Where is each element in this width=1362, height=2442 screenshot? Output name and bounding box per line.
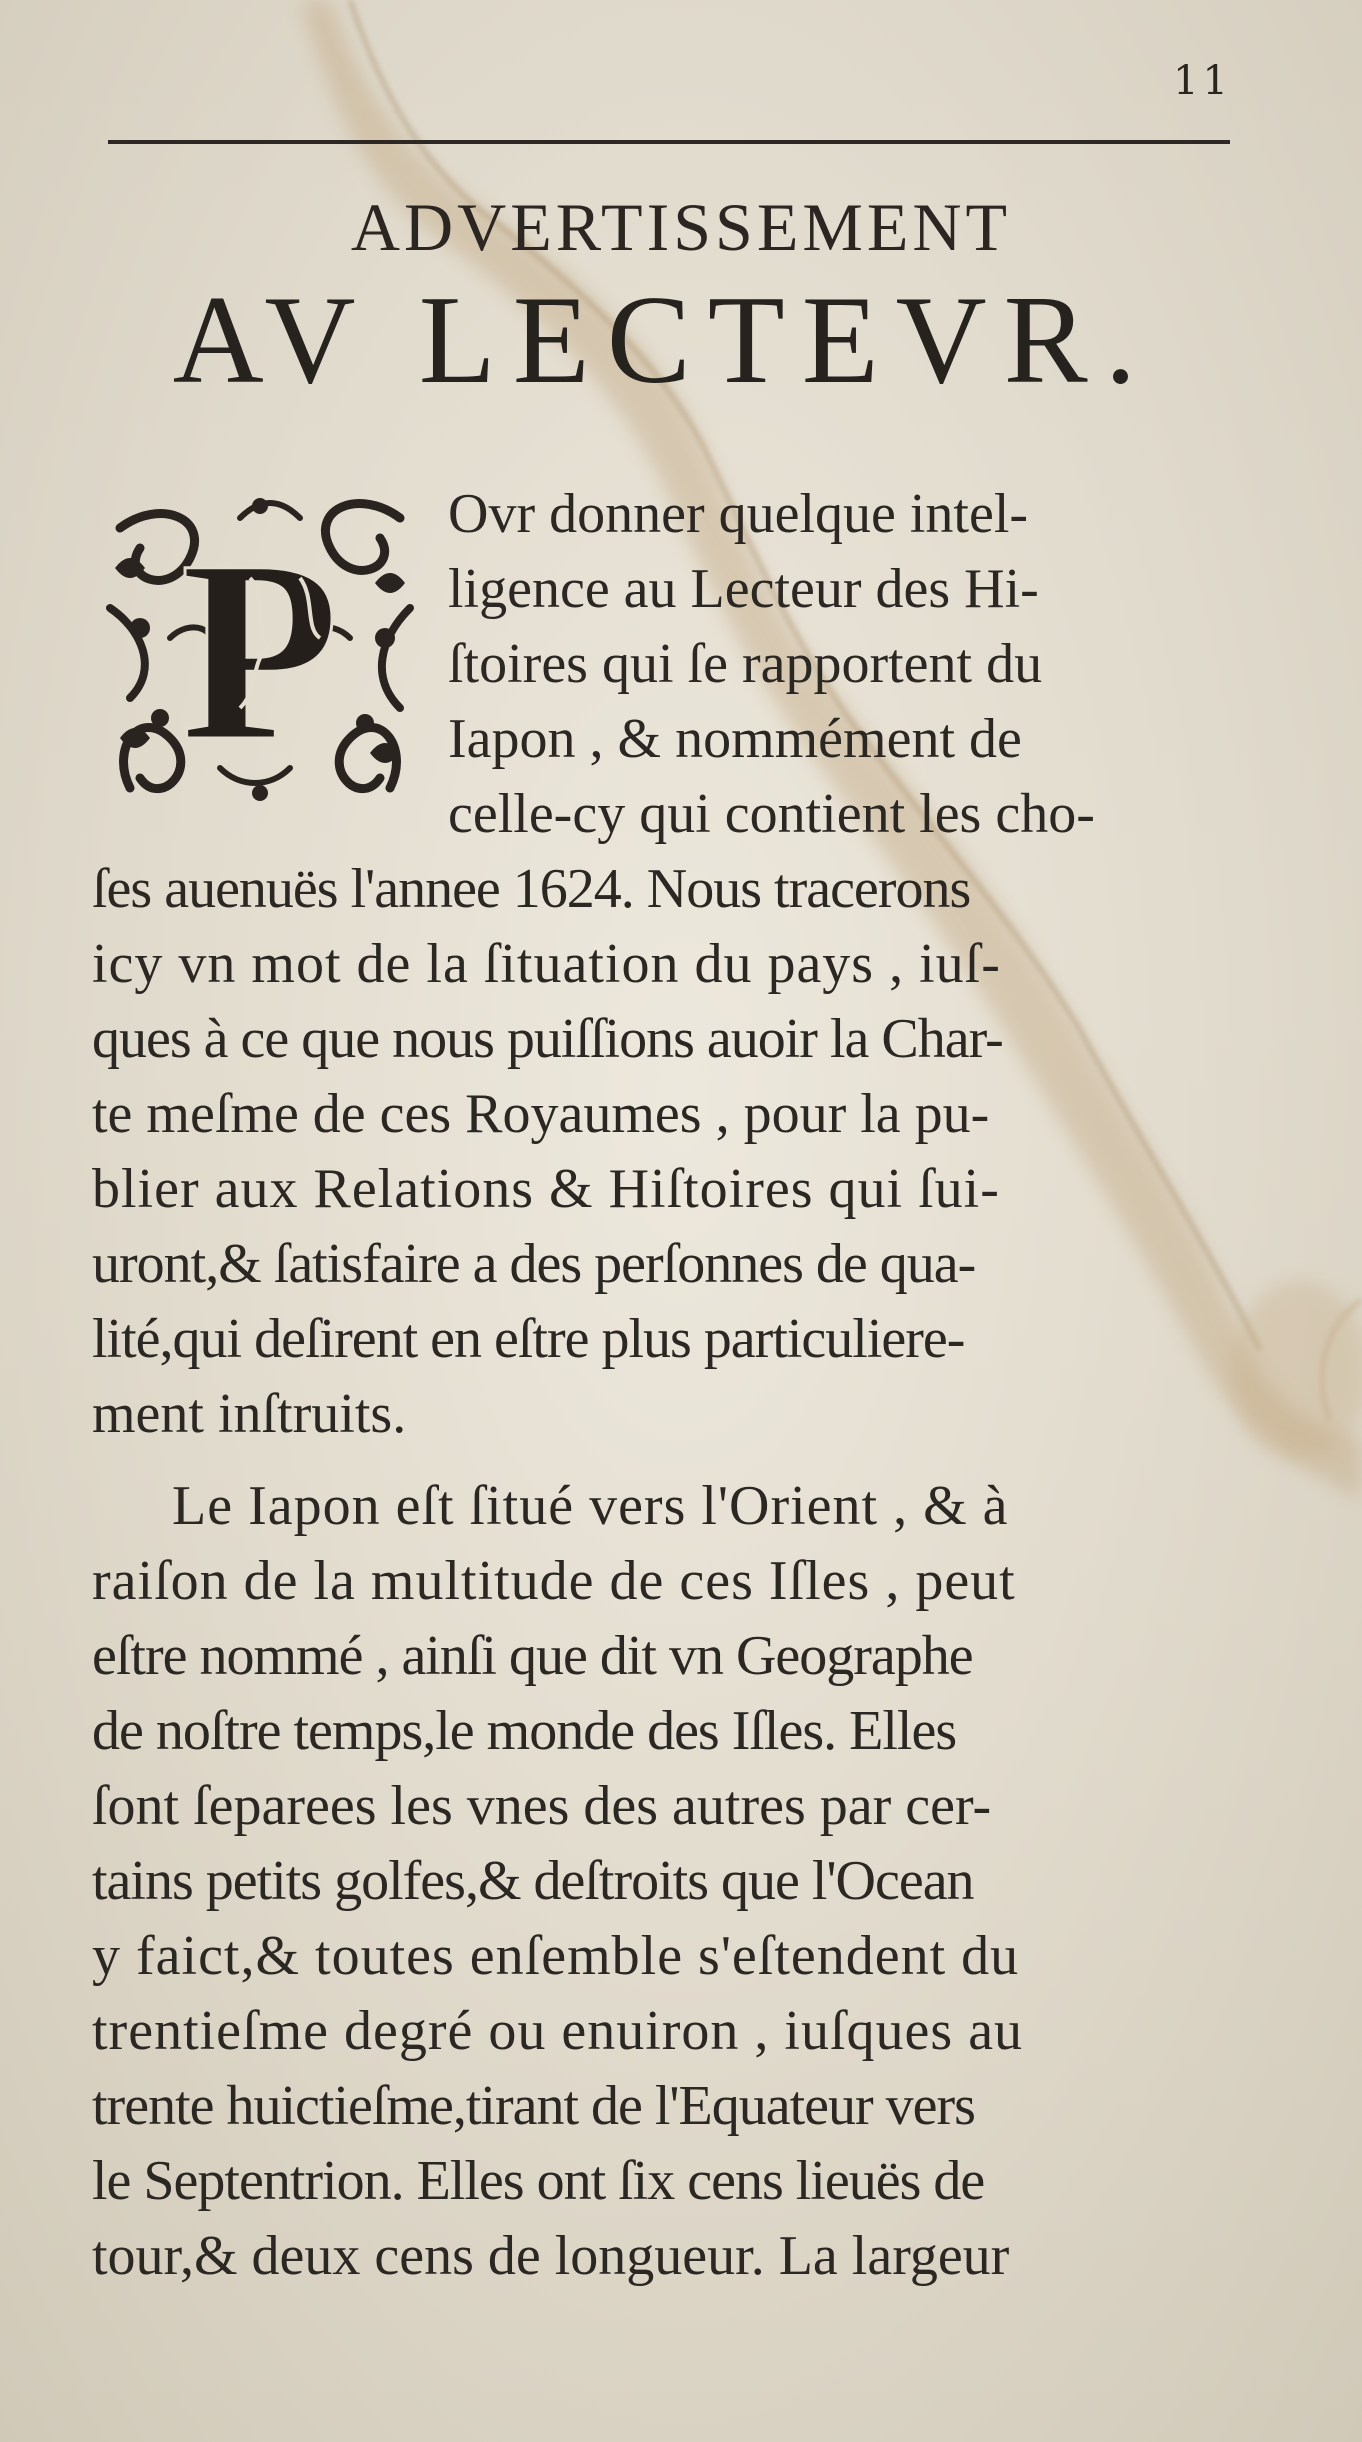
heading-advertissement: ADVERTISSEMENT [350,189,1012,265]
text-line: raiſon de la multitude de ces Iſles , peut [92,1550,1016,1612]
text-line: le Septentrion. Elles ont ſix cens lieuës de [92,2150,985,2212]
text-line: Le Iapon eſt ſitué vers l'Orient , & à [172,1475,1009,1537]
text-line: celle-cy qui contient les cho- [448,783,1095,845]
text-line: ſtoires qui ſe rapportent du [448,633,1043,695]
text-line: tour,& deux cens de longueur. La largeur [92,2225,1010,2287]
text-line: lité,qui deſirent en eſtre plus particuliere- [92,1308,965,1370]
text-line: uront,& ſatisfaire a des perſonnes de qua- [92,1233,976,1295]
text-line: eſtre nommé , ainſi que dit vn Geographe [92,1625,973,1687]
text-line: ſont ſeparees les vnes des autres par cer- [92,1775,992,1837]
text-line: Iapon , & nommément de [448,708,1022,770]
text-line: trente huictieſme,tirant de l'Equateur vers [92,2075,975,2137]
text-line: ligence au Lecteur des Hi- [448,558,1039,620]
text-line: icy vn mot de la ſituation du pays , iuſ- [92,933,1001,995]
text-line: ſes auenuës l'annee 1624. Nous tracerons [92,858,971,920]
text-line: tains petits golfes,& deſtroits que l'Ocean [92,1850,974,1912]
text-line: blier aux Relations & Hiſtoires qui ſui- [92,1158,1000,1220]
text-line: Ovr donner quelque intel- [448,483,1029,545]
text-line: ment inſtruits. [92,1383,407,1445]
text-line: te meſme de ces Royaumes , pour la pu- [92,1083,990,1145]
floral-drop-cap-icon [100,488,420,818]
text-line: y faict,& toutes enſemble s'eſtendent du [92,1925,1020,1987]
text-line: de noſtre temps,le monde des Iſles. Elles [92,1700,957,1762]
heading-au-lecteur: AV LECTEVR. [172,271,1154,410]
text-line: trentieſme degré ou enuiron , iuſques au [92,2000,1024,2062]
ornamental-initial [100,488,420,818]
text-line: ques à ce que nous puiſſions auoir la Char- [92,1008,1003,1070]
drop-cap-letter: P [180,507,340,795]
page-number: 11 [1173,58,1232,104]
header-rule [108,140,1230,144]
